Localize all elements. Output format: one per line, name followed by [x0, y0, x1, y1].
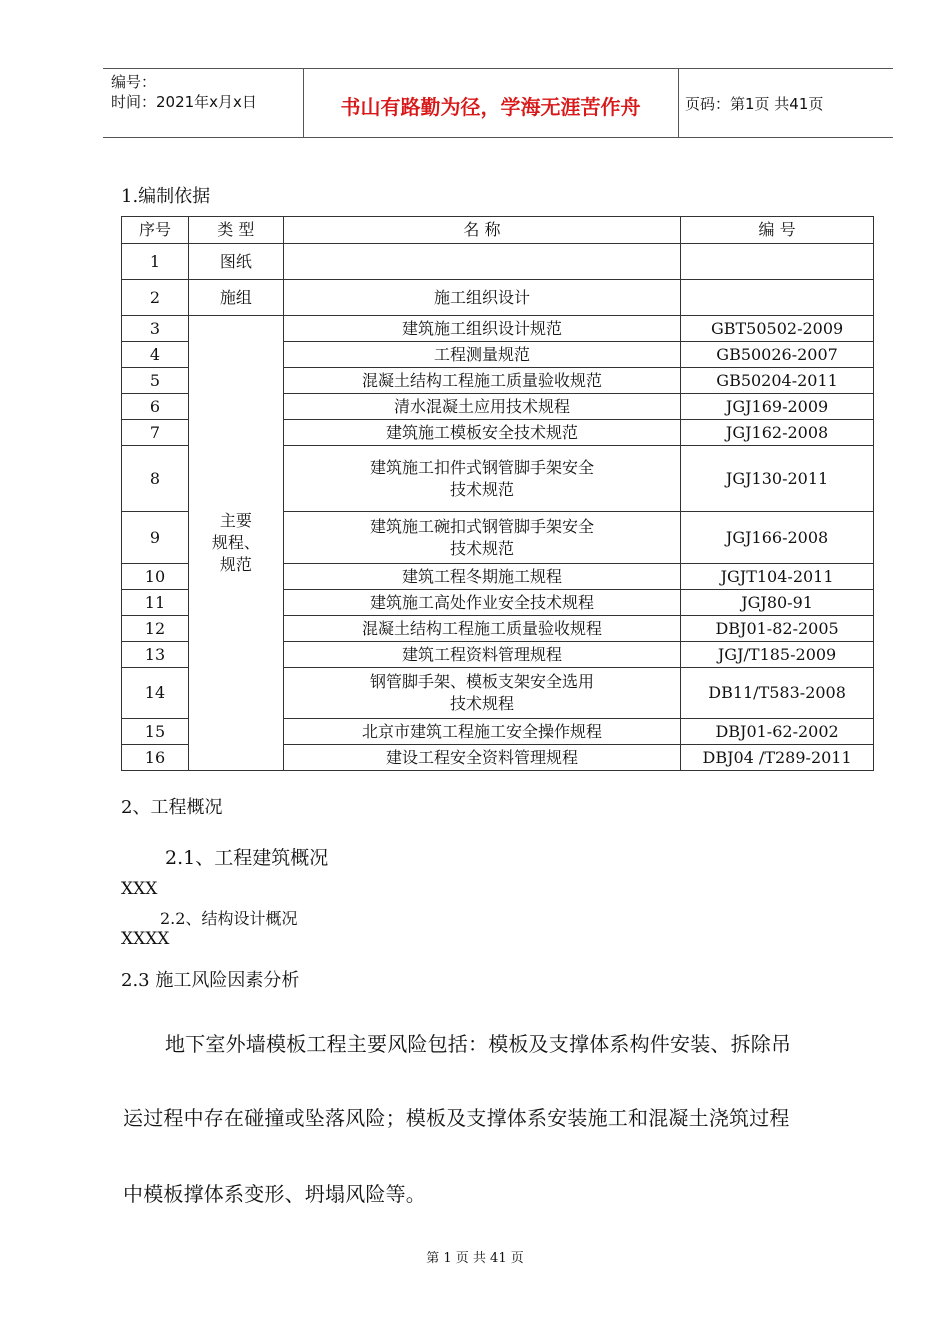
row-code: DBJ04 /T289-2011 [681, 745, 874, 771]
row-number: 9 [122, 512, 189, 564]
row-code: JGJ169-2009 [681, 394, 874, 420]
paragraph-line: 运过程中存在碰撞或坠落风险；模板及支撑体系安装施工和混凝土浇筑过程 [123, 1106, 790, 1130]
row-name-line: 建筑施工碗扣式钢管脚手架安全 [369, 516, 594, 536]
table-header-row [122, 217, 874, 244]
row-number: 8 [122, 446, 189, 512]
subsection-body: XXXX [121, 929, 170, 949]
merged-type-line: 主要 [219, 511, 252, 530]
row-code [681, 244, 874, 280]
row-code: DB11/T583-2008 [681, 668, 874, 719]
row-number: 5 [122, 368, 189, 394]
row-name: 混凝土结构工程施工质量验收规范 [283, 368, 680, 394]
row-code: GB50204-2011 [681, 368, 874, 394]
serial-label: 编号： [111, 73, 157, 91]
page-header [103, 68, 893, 138]
merged-type-line: 规程、 [211, 533, 260, 552]
row-number: 3 [122, 316, 189, 342]
header-page-label: 页码：第1页 共41页 [685, 95, 824, 113]
row-name-line: 建筑施工扣件式钢管脚手架安全 [369, 457, 594, 477]
row-number: 11 [122, 590, 189, 616]
paragraph-line: 中模板撑体系变形、坍塌风险等。 [123, 1182, 426, 1206]
row-name [283, 668, 680, 719]
merged-type-cell [188, 316, 283, 771]
row-name: 建筑施工模板安全技术规范 [283, 420, 680, 446]
row-name: 清水混凝土应用技术规程 [283, 394, 680, 420]
row-name: 北京市建筑工程施工安全操作规程 [283, 719, 680, 745]
row-number: 2 [122, 280, 189, 316]
subsection-title: 2.2、结构设计概况 [160, 909, 298, 928]
row-name-line: 钢管脚手架、模板支架安全选用 [369, 672, 594, 691]
row-code: JGJT104-2011 [681, 564, 874, 590]
table-header-cell: 编 号 [681, 217, 874, 244]
section-title: 1.编制依据 [121, 186, 211, 207]
row-number: 15 [122, 719, 189, 745]
subsection-title: 2.3 施工风险因素分析 [121, 970, 300, 991]
subsection-title: 2.1、工程建筑概况 [165, 847, 329, 869]
row-number: 13 [122, 642, 189, 668]
row-number: 14 [122, 668, 189, 719]
table-row [122, 244, 874, 280]
row-code: DBJ01-82-2005 [681, 616, 874, 642]
row-code: JGJ/T185-2009 [681, 642, 874, 668]
header-meta [111, 72, 257, 112]
row-number: 16 [122, 745, 189, 771]
row-name: 建设工程安全资料管理规程 [283, 745, 680, 771]
row-type: 施组 [188, 280, 283, 316]
row-number: 7 [122, 420, 189, 446]
header-motto: 书山有路勤为径，学海无涯苦作舟 [340, 95, 641, 119]
row-code: JGJ166-2008 [681, 512, 874, 564]
row-code: JGJ130-2011 [681, 446, 874, 512]
row-name: 建筑施工组织设计规范 [283, 316, 680, 342]
row-number: 10 [122, 564, 189, 590]
row-code: GB50026-2007 [681, 342, 874, 368]
row-name: 建筑施工高处作业安全技术规程 [283, 590, 680, 616]
row-name: 混凝土结构工程施工质量验收规程 [283, 616, 680, 642]
paragraph-line: 地下室外墙模板工程主要风险包括：模板及支撑体系构件安装、拆除吊 [165, 1032, 792, 1056]
row-name: 施工组织设计 [283, 280, 680, 316]
row-name [283, 446, 680, 512]
row-number: 1 [122, 244, 189, 280]
row-number: 6 [122, 394, 189, 420]
row-code: JGJ80-91 [681, 590, 874, 616]
table-header-cell: 类 型 [188, 217, 283, 244]
row-code: GBT50502-2009 [681, 316, 874, 342]
row-name-line: 技术规范 [449, 479, 514, 499]
row-code: JGJ162-2008 [681, 420, 874, 446]
row-number: 12 [122, 616, 189, 642]
row-name: 工程测量规范 [283, 342, 680, 368]
header-divider [678, 69, 679, 137]
row-name: 建筑工程冬期施工规程 [283, 564, 680, 590]
row-name [283, 512, 680, 564]
time-label: 时间：2021年x月x日 [111, 93, 257, 111]
row-name-line: 技术规范 [449, 538, 514, 558]
row-name: 建筑工程资料管理规程 [283, 642, 680, 668]
row-name-line: 技术规程 [449, 694, 514, 713]
row-code: DBJ01-62-2002 [681, 719, 874, 745]
section-title: 2、工程概况 [121, 797, 223, 818]
reference-table [121, 216, 874, 771]
row-number: 4 [122, 342, 189, 368]
table-row [122, 316, 874, 342]
page-footer: 第 1 页 共 41 页 [426, 1251, 524, 1266]
merged-type-line: 规范 [219, 555, 252, 574]
row-name [283, 244, 680, 280]
table-row [122, 280, 874, 316]
row-type: 图纸 [188, 244, 283, 280]
row-code [681, 280, 874, 316]
subsection-body: XXX [121, 879, 158, 899]
table-header-cell: 名 称 [283, 217, 680, 244]
table-header-cell: 序号 [122, 217, 189, 244]
